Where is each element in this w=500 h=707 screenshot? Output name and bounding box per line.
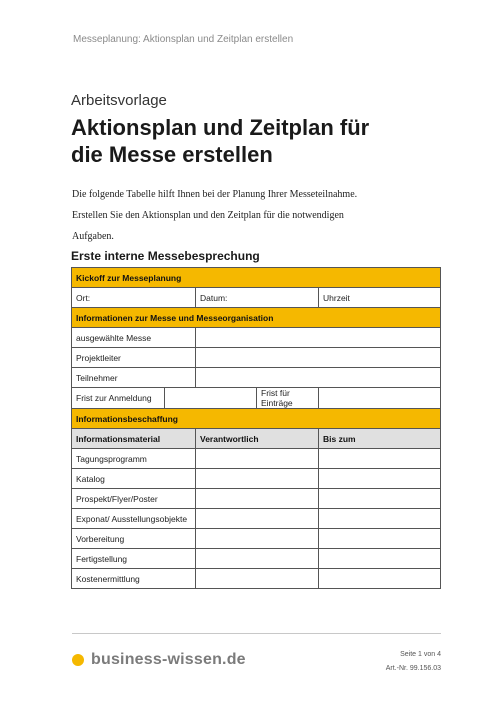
input-cell-frist-anmeldung[interactable] — [165, 388, 257, 409]
input-cell-bis-zum[interactable] — [319, 549, 441, 569]
page-title — [71, 114, 369, 168]
cell-datum[interactable]: Datum: — [196, 288, 319, 308]
page-title-line-1: Aktionsplan und Zeitplan für — [71, 115, 370, 140]
intro-line-2: Erstellen Sie den Aktionsplan und den Zeitplan für die notwendigen — [72, 210, 344, 221]
running-header: Messeplanung: Aktionsplan und Zeitplan erstellen — [73, 34, 294, 45]
input-cell-verantwortlich[interactable] — [196, 549, 319, 569]
input-cell-bis-zum[interactable] — [319, 569, 441, 589]
footer-divider — [72, 633, 441, 634]
section-heading: Erste interne Messebesprechung — [71, 249, 260, 263]
table-row-fristen — [72, 388, 441, 409]
material-label: Fertigstellung — [72, 549, 196, 569]
input-cell-frist-eintraege[interactable] — [319, 388, 441, 409]
section-label-informationsbeschaffung: Informationsbeschaffung — [72, 409, 441, 429]
input-cell-verantwortlich[interactable] — [196, 449, 319, 469]
section-row-informationsbeschaffung — [72, 409, 441, 429]
input-cell-bis-zum[interactable] — [319, 529, 441, 549]
label-projektleiter: Projektleiter — [72, 348, 196, 368]
input-cell-ausgewaehlte-messe[interactable] — [196, 328, 441, 348]
input-cell-bis-zum[interactable] — [319, 489, 441, 509]
input-cell-verantwortlich[interactable] — [196, 509, 319, 529]
material-label: Vorbereitung — [72, 529, 196, 549]
input-cell-verantwortlich[interactable] — [196, 469, 319, 489]
input-cell-projektleiter[interactable] — [196, 348, 441, 368]
table-row — [72, 569, 441, 589]
page-title-line-2: die Messe erstellen — [71, 142, 273, 167]
table-row — [72, 509, 441, 529]
input-cell-teilnehmer[interactable] — [196, 368, 441, 388]
document-type-label: Arbeitsvorlage — [71, 92, 167, 109]
table-row — [72, 549, 441, 569]
planning-table — [71, 267, 441, 589]
table-row-ort-datum-uhrzeit — [72, 288, 441, 308]
material-label: Prospekt/Flyer/Poster — [72, 489, 196, 509]
table-row-teilnehmer — [72, 368, 441, 388]
intro-line-1: Die folgende Tabelle hilft Ihnen bei der Planung Ihrer Messeteilnahme. — [72, 189, 358, 200]
column-header-verantwortlich: Verantwortlich — [196, 429, 319, 449]
page-info — [386, 648, 441, 676]
input-cell-bis-zum[interactable] — [319, 449, 441, 469]
input-cell-verantwortlich[interactable] — [196, 529, 319, 549]
table-row-projektleiter — [72, 348, 441, 368]
intro-line-3: Aufgaben. — [72, 231, 114, 242]
table-row — [72, 469, 441, 489]
column-header-row — [72, 429, 441, 449]
cell-uhrzeit[interactable]: Uhrzeit — [319, 288, 441, 308]
label-frist-anmeldung: Frist zur Anmeldung — [72, 388, 165, 409]
table-row — [72, 529, 441, 549]
material-label: Tagungsprogramm — [72, 449, 196, 469]
page-number: Seite 1 von 4 — [400, 651, 441, 658]
table-row — [72, 449, 441, 469]
section-row-messe-info — [72, 308, 441, 328]
material-label: Exponat/ Ausstellungsobjekte — [72, 509, 196, 529]
label-frist-eintraege: Frist für Einträge — [257, 388, 319, 409]
table-row — [72, 489, 441, 509]
logo-dot-icon — [72, 654, 84, 666]
label-ausgewaehlte-messe: ausgewählte Messe — [72, 328, 196, 348]
material-label: Kostenermittlung — [72, 569, 196, 589]
material-label: Katalog — [72, 469, 196, 489]
article-number: Art.-Nr. 99.156.03 — [385, 665, 441, 672]
table-row-ausgewaehlte-messe — [72, 328, 441, 348]
input-cell-bis-zum[interactable] — [319, 509, 441, 529]
input-cell-bis-zum[interactable] — [319, 469, 441, 489]
logo-wordmark: business-wissen.de — [91, 651, 246, 668]
label-teilnehmer: Teilnehmer — [72, 368, 196, 388]
column-header-bis-zum: Bis zum — [319, 429, 441, 449]
cell-ort[interactable]: Ort: — [72, 288, 196, 308]
input-cell-verantwortlich[interactable] — [196, 489, 319, 509]
brand-logo — [72, 651, 246, 669]
input-cell-verantwortlich[interactable] — [196, 569, 319, 589]
intro-paragraph — [72, 184, 412, 247]
column-header-material: Informationsmaterial — [72, 429, 196, 449]
section-label-messe-info: Informationen zur Messe und Messeorganisation — [72, 308, 441, 328]
section-row-kickoff — [72, 268, 441, 288]
section-label-kickoff: Kickoff zur Messeplanung — [72, 268, 441, 288]
